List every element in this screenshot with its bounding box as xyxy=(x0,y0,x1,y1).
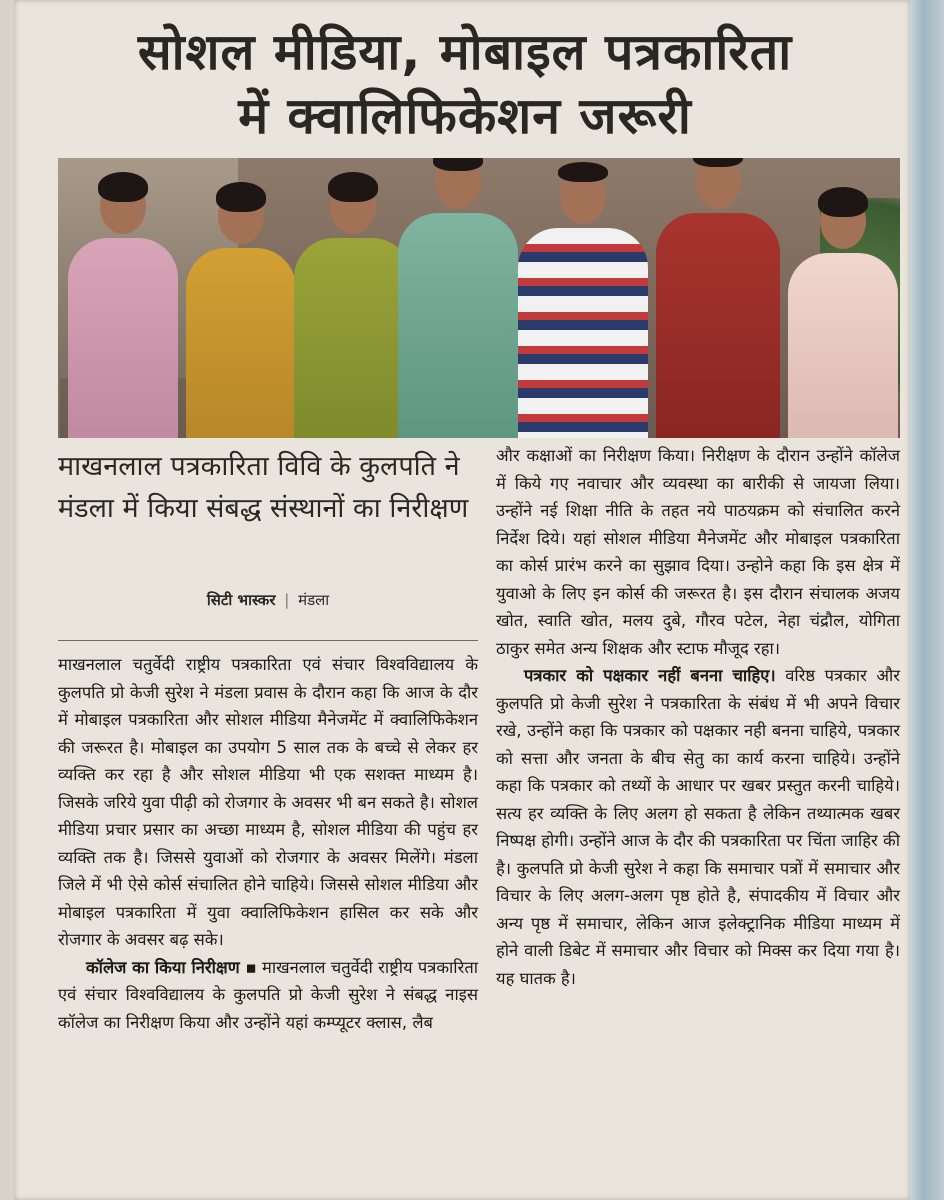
right-paragraph-2-heading: पत्रकार को पक्षकार नहीं बनना चाहिए। xyxy=(524,666,776,685)
left-paragraph-2 xyxy=(58,954,478,1037)
right-paragraph-2 xyxy=(496,662,900,992)
right-column xyxy=(496,442,900,992)
headline-line-2: में क्वालिफिकेशन जरूरी xyxy=(238,87,692,145)
right-paragraph-1: और कक्षाओं का निरीक्षण किया। निरीक्षण के दौरान उन्होंने कॉलेज में किये गए नवाचार और व्यवस्था का बारीकी से जायजा लिया। उन्होंने नई शिक्षा नीति के तहत नये पाठयक्रम को संचालित करने निर्देश दिये। यहां सोशल मीडिया मैनेजमेंट और मोबाइल पत्रकारिता का कोर्स प्रारंभ करने का सुझाव दिया। उन्होने कहा कि इस क्षेत्र में युवाओ के लिए इन कोर्स की जरूरत है। इस दौरान संचालक अजय खोत, स्वाति खोत, मलय दुबे, गौरव पटेल, नेहा चंद्रौल, योगिता ठाकुर समेत अन्य शिक्षक और स्टाफ मौजूद रहा। xyxy=(496,446,900,658)
byline xyxy=(58,590,478,610)
byline-place: मंडला xyxy=(298,591,330,609)
headline-line-1: सोशल मीडिया, मोबाइल पत्रकारिता xyxy=(137,23,793,81)
left-column xyxy=(58,640,478,1036)
person-1 xyxy=(68,238,178,438)
person-6 xyxy=(656,213,780,438)
person-7 xyxy=(788,253,898,438)
right-paragraph-2-text: वरिष्ठ पत्रकार और कुलपति प्रो केजी सुरेश ने पत्रकारिता के संबंध में भी अपने विचार रखे, उन्होंने कहा कि पत्रकार को पक्षकार नही बनना चाहिये, पत्रकार को सत्ता और जनता के बीच सेतु का कार्य करना चाहिये। उन्होंने कहा कि पत्रकार को तथ्यों के आधार पर खबर प्रस्तुत करनी चाहिये। सत्य हर व्यक्ति के लिए अलग हो सकता है लेकिन तथ्यात्मक खबर निष्पक्ष होगी। उन्होंने आज के दौर की पत्रकारिता पर चिंता जाहिर की है। कुलपति प्रो केजी सुरेश ने कहा कि समाचार पत्रों में समाचार और विचार के लिए अलग-अलग पृष्ठ होते है, संपादकीय में विचार और अन्य पृष्ठ में समाचार, लेकिन आज इलेक्ट्रानिक मीडिया माध्यम में होने वाली डिबेट में समाचार और विचार को मिक्स कर दिया गया है। यह घातक है। xyxy=(496,666,900,988)
person-4 xyxy=(398,213,518,438)
left-paragraph-1: माखनलाल चतुर्वेदी राष्ट्रीय पत्रकारिता एवं संचार विश्वविद्यालय के कुलपति प्रो केजी सुरेश ने मंडला प्रवास के दौरान कहा कि आज के दौर में मोबाइल पत्रकारिता और सोशल मीडिया मैनेजमेंट में क्वालिफिकेशन की जरूरत है। मोबाइल का उपयोग 5 साल तक के बच्चे से लेकर हर व्यक्ति कर रहा है और सोशल मीडिया भी एक सशक्त माध्यम है। जिसके जरिये युवा पीढ़ी को रोजगार के अवसर भी बन सकते है। सोशल मीडिया प्रचार प्रसार का अच्छा माध्यम है, सोशल मीडिया की पहुंच हर व्यक्ति तक है। जिससे युवाओं को रोजगार के अवसर मिलेंगे। मंडला जिले में भी ऐसे कोर्स संचालित होने चाहिये। जिससे सोशल मीडिया और मोबाइल पत्रकारिता में युवा क्वालिफिकेशन हासिल कर सके और रोजगार के अवसर बढ़ सके। xyxy=(58,655,478,949)
byline-source: सिटी भास्कर xyxy=(206,591,276,609)
byline-separator: | xyxy=(284,591,290,609)
adjacent-page-edge xyxy=(910,0,944,1200)
headline xyxy=(30,20,900,148)
person-3 xyxy=(294,238,412,438)
person-2 xyxy=(186,248,296,438)
left-paragraph-2-text: माखनलाल चतुर्वेदी राष्ट्रीय पत्रकारिता एवं संचार विश्वविद्यालय के कुलपति प्रो केजी सुरेश ने संबद्ध नाइस कॉलेज का निरीक्षण किया और उन्होंने यहां कम्प्यूटर क्लास, लैब xyxy=(58,957,479,1032)
subheadline: माखनलाल पत्रकारिता विवि के कुलपति ने मंडला में किया संबद्ध संस्थानों का निरीक्षण xyxy=(58,451,469,524)
person-5 xyxy=(518,228,648,438)
column-rule xyxy=(58,640,478,641)
left-paragraph-2-heading: कॉलेज का किया निरीक्षण ▪ xyxy=(86,957,257,977)
group-photo xyxy=(58,158,900,438)
